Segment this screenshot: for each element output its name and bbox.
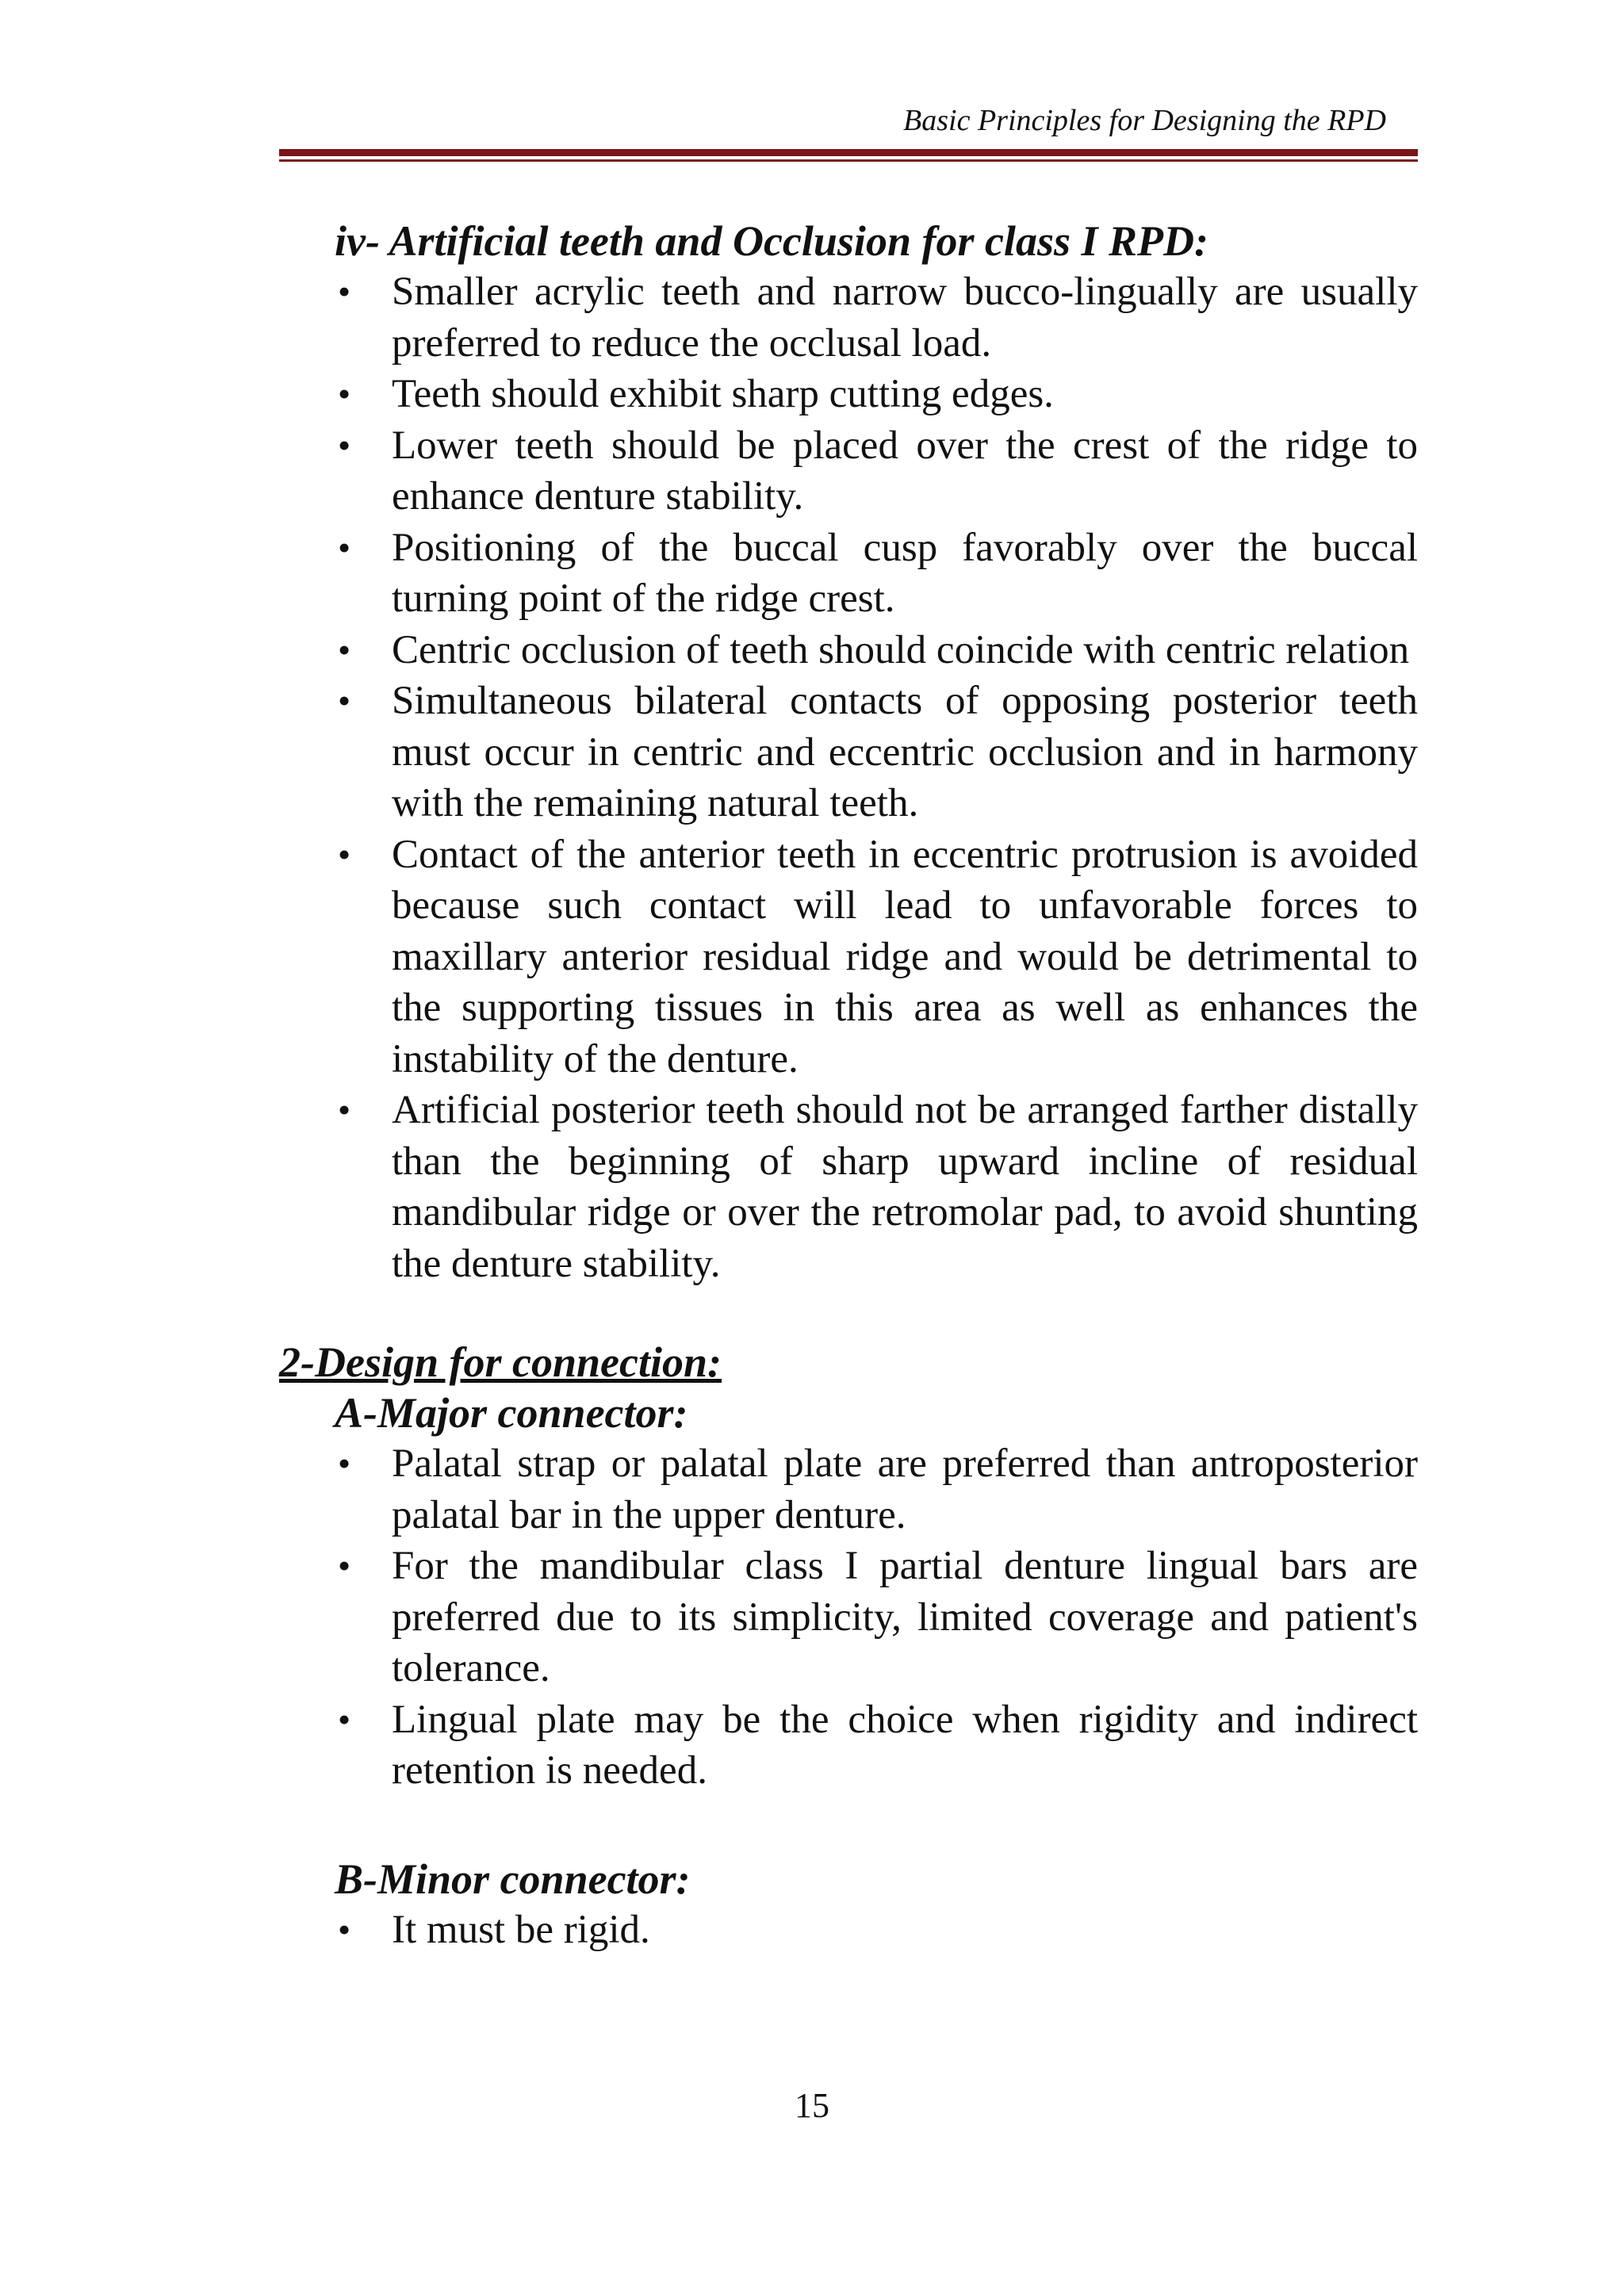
- page-content: [279, 216, 1418, 1955]
- spacer: [279, 1797, 1418, 1854]
- list-item: [335, 266, 1418, 369]
- spacer: [279, 1289, 1418, 1337]
- bullet-icon: •: [338, 1545, 351, 1586]
- list-item: [335, 676, 1418, 829]
- list-item: [335, 1904, 1418, 1956]
- list-item: [335, 523, 1418, 625]
- major-connector-title: A-Major connector:: [335, 1389, 688, 1437]
- bullet-icon: •: [338, 629, 351, 670]
- page-number: 15: [795, 2086, 829, 2125]
- minor-connector-list: [279, 1904, 1418, 1956]
- list-item-text: Smaller acrylic teeth and narrow bucco-lingually are usually preferred to reduce the occlusal load.: [392, 270, 1418, 366]
- list-item-text: Artificial posterior teeth should not be arranged farther distally than the beginning of sharp upward incline of residual mandibular ridge or over the retromolar pad, to avoid shunting the denture stability.: [392, 1088, 1418, 1286]
- list-item-text: Lower teeth should be placed over the crest of the ridge to enhance denture stability.: [392, 423, 1418, 519]
- bullet-icon: •: [338, 833, 351, 875]
- section-iv-title: iv- Artificial teeth and Occlusion for class I RPD:: [335, 217, 1208, 265]
- list-item: [335, 1085, 1418, 1289]
- bullet-icon: •: [338, 1089, 351, 1130]
- bullet-icon: •: [338, 271, 351, 312]
- bullet-icon: •: [338, 680, 351, 721]
- bullet-icon: •: [338, 526, 351, 568]
- list-item: [335, 1438, 1418, 1541]
- section-2-title: 2-Design for connection:: [279, 1338, 722, 1386]
- header-rule-thin: [279, 159, 1418, 162]
- header-rule-thick: [279, 149, 1418, 156]
- bullet-icon: •: [338, 1908, 351, 1950]
- list-item-text: Contact of the anterior teeth in eccentric protrusion is avoided because such contact will lead to unfavorable forces to maxillary anterior residual ridge and would be detrimental to the supporting tissues in this area as well as enhances the instability of the denture.: [392, 832, 1418, 1081]
- bullet-icon: •: [338, 424, 351, 465]
- list-item: [335, 420, 1418, 523]
- list-item: [335, 1541, 1418, 1694]
- list-item-text: Palatal strap or palatal plate are preferred than antroposterior palatal bar in the upper denture.: [392, 1441, 1418, 1537]
- major-connector-list: [279, 1438, 1418, 1797]
- bullet-icon: •: [338, 1443, 351, 1483]
- list-item: [335, 369, 1418, 420]
- list-item: [335, 829, 1418, 1085]
- list-item-text: It must be rigid.: [392, 1907, 650, 1952]
- minor-connector-title: B-Minor connector:: [335, 1855, 691, 1903]
- list-item-text: Centric occlusion of teeth should coincide with centric relation: [392, 627, 1410, 672]
- list-item-text: Teeth should exhibit sharp cutting edges.: [392, 372, 1054, 416]
- list-item-text: Positioning of the buccal cusp favorably over the buccal turning point of the ridge crest.: [392, 525, 1418, 621]
- running-header: Basic Principles for Designing the RPD: [903, 104, 1386, 137]
- list-item: [335, 625, 1418, 676]
- bullet-icon: •: [338, 1698, 351, 1740]
- list-item-text: Simultaneous bilateral contacts of opposing posterior teeth must occur in centric and eccentric occlusion and in harmony with the remaining natural teeth.: [392, 679, 1418, 825]
- bullet-icon: •: [338, 373, 351, 414]
- section-iv-list: [279, 266, 1418, 1289]
- list-item: [335, 1694, 1418, 1797]
- list-item-text: For the mandibular class I partial denture lingual bars are preferred due to its simplicity, limited coverage and patient's tolerance.: [392, 1544, 1418, 1690]
- list-item-text: Lingual plate may be the choice when rigidity and indirect retention is needed.: [392, 1697, 1418, 1793]
